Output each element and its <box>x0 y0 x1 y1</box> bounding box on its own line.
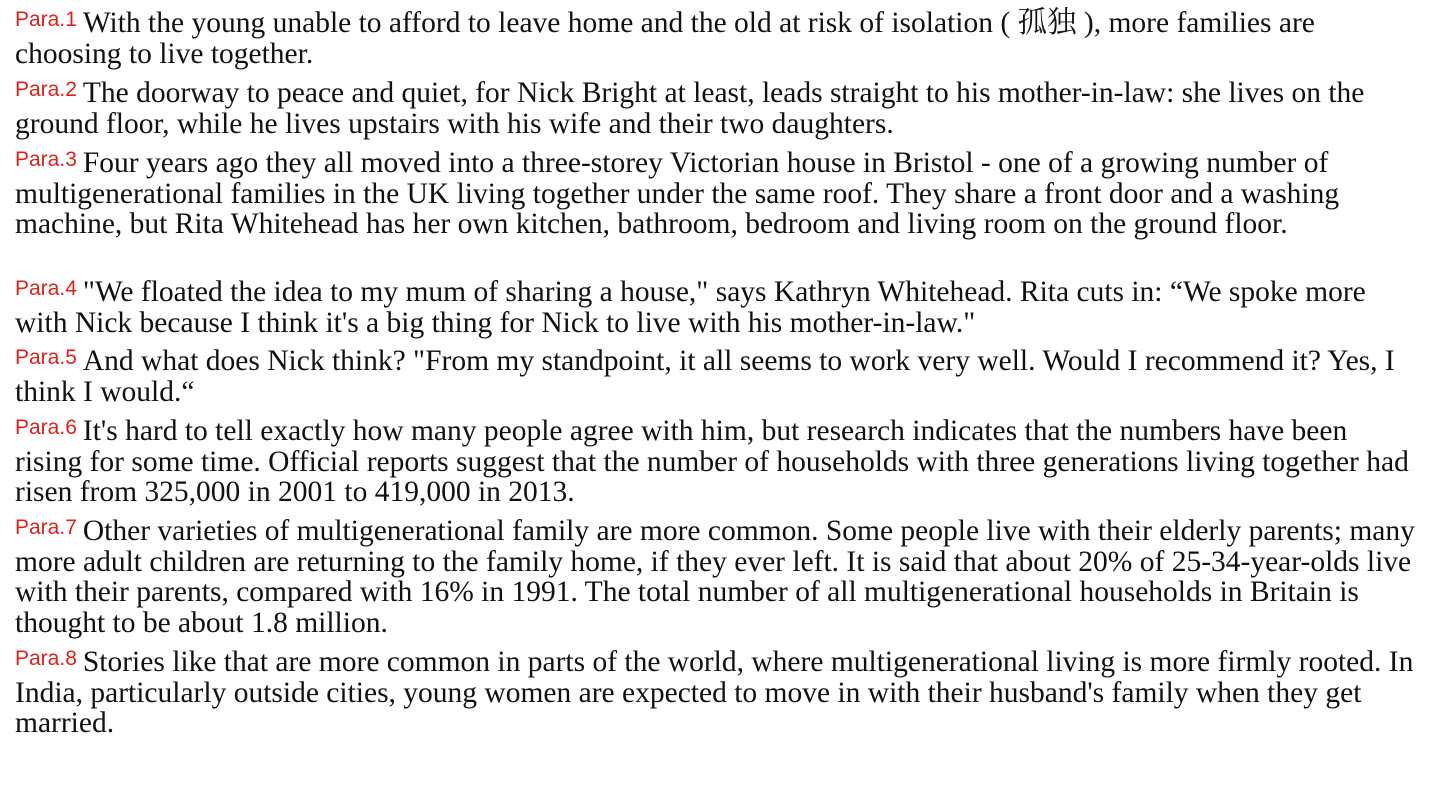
paragraph-5 <box>15 343 1420 407</box>
paragraph-4 <box>15 274 1420 338</box>
paragraph-label-7: Para.7 <box>15 516 77 539</box>
paragraph-7 <box>15 513 1420 639</box>
paragraph-3 <box>15 145 1420 240</box>
paragraph-text-1: With the young unable to afford to leave home and the old at risk of isolation ( 孤独 ), more families are choosing to live together. <box>15 7 1315 70</box>
paragraph-text-4: "We floated the idea to my mum of sharing a house," says Kathryn Whitehead. Rita cuts in: “We spoke more with Nick because I think it's a big thing for Nick to live with his mother-in-law." <box>15 276 1366 339</box>
paragraph-label-6: Para.6 <box>15 416 77 439</box>
paragraph-text-2: The doorway to peace and quiet, for Nick Bright at least, leads straight to his mother-in-law: she lives on the ground floor, while he lives upstairs with his wife and their two daughters. <box>15 77 1365 140</box>
paragraph-label-8: Para.8 <box>15 647 77 670</box>
paragraph-label-2: Para.2 <box>15 78 77 101</box>
paragraph-text-7: Other varieties of multigenerational family are more common. Some people live with their elderly parents; many more adult children are returning to the family home, if they ever left. It is said that about 20% of 25-34-year-olds live with their parents, compared with 16% in 1991. The total number of all multigenerational households in Britain is thought to be about 1.8 million. <box>15 515 1415 640</box>
paragraph-1 <box>15 5 1420 69</box>
paragraph-2 <box>15 75 1420 139</box>
paragraph-6 <box>15 413 1420 508</box>
paragraph-text-3: Four years ago they all moved into a three-storey Victorian house in Bristol - one of a growing number of multigenerational families in the UK living together under the same roof. They share a front door and a washing machine, but Rita Whitehead has her own kitchen, bathroom, bedroom and living room on the ground floor. <box>15 147 1340 241</box>
paragraph-label-3: Para.3 <box>15 148 77 171</box>
paragraph-label-5: Para.5 <box>15 346 77 369</box>
paragraph-label-1: Para.1 <box>15 8 77 31</box>
paragraph-text-8: Stories like that are more common in parts of the world, where multigenerational living is more firmly rooted. In India, particularly outside cities, young women are expected to move in with their husband's family when they get married. <box>15 646 1414 740</box>
paragraph-text-5: And what does Nick think? "From my standpoint, it all seems to work very well. Would I recommend it? Yes, I think I would.“ <box>15 345 1395 408</box>
paragraph-label-4: Para.4 <box>15 277 77 300</box>
paragraph-text-6: It's hard to tell exactly how many people agree with him, but research indicates that the numbers have been rising for some time. Official reports suggest that the number of households with three generations living together had risen from 325,000 in 2001 to 419,000 in 2013. <box>15 415 1409 509</box>
paragraph-8 <box>15 644 1420 739</box>
